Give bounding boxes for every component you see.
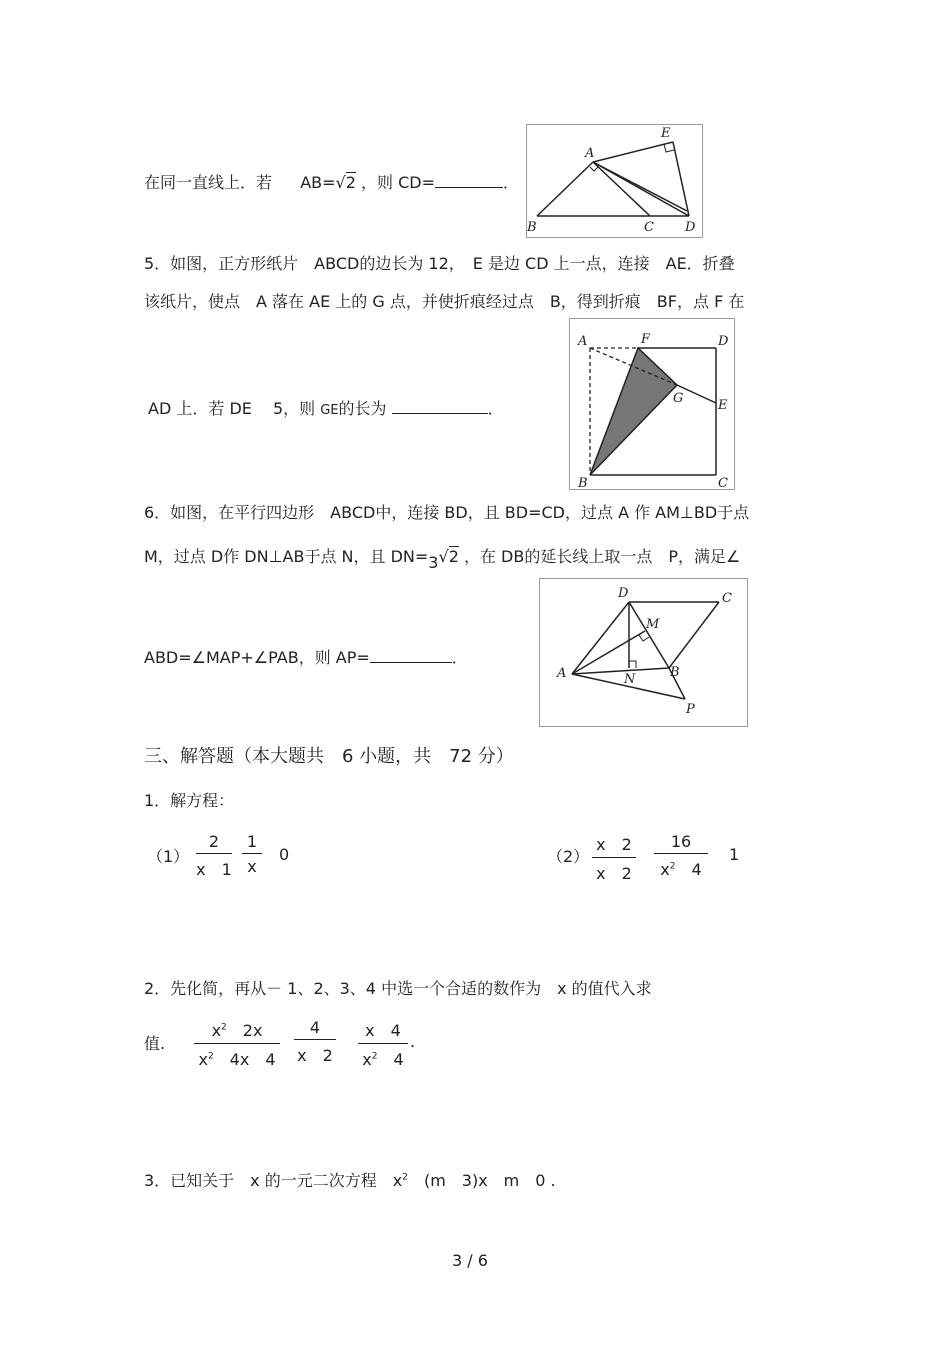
p1-part1-fraction1 [196, 832, 232, 880]
q5-line3 [148, 396, 504, 419]
p2-label: 值. [144, 1034, 166, 1053]
q6-line2 [144, 544, 741, 572]
sqrt-symbol: √2 [335, 173, 356, 192]
p1-part1-f2-num: 1 [242, 832, 262, 854]
p1-part2-label: （2） [547, 847, 590, 866]
figure-q4-svg [527, 125, 702, 237]
p2-f2-den: x 2 [297, 1046, 333, 1065]
fig3-label-a: A [557, 666, 567, 681]
p1-part2-f2-den [654, 854, 708, 880]
section3-title: 三、解答题（本大题共 6 小题，共 72 分） [144, 746, 514, 767]
fig3-label-m: M [646, 617, 660, 632]
figure-q5 [569, 318, 735, 490]
p2-f1-den-b: 4x 4 [213, 1050, 276, 1069]
figure-q5-svg [570, 319, 734, 489]
p2-f2-num: 4 [294, 1018, 336, 1040]
p2-f1-den-sup: 2 [207, 1051, 214, 1062]
p2-f3-num: x 4 [358, 1018, 408, 1044]
p2-f1-num-b: 2x [226, 1021, 263, 1040]
p2-f1-num-a: x [211, 1021, 222, 1040]
q6-root: 2 [448, 547, 459, 566]
p1-part2-f2-den-b: 4 [675, 860, 702, 879]
fig3-label-n: N [624, 672, 636, 687]
p3-pre: 3．已知关于 x 的一元二次方程 x [144, 1171, 403, 1190]
q5-line3-end: ． [487, 399, 504, 418]
p2-f1-den-a: x [198, 1050, 208, 1069]
fig1-label-c: C [644, 220, 654, 235]
q6-answer-blank[interactable] [370, 648, 452, 663]
fig3-label-d: D [618, 586, 629, 601]
p1-part2-rhs: 1 [729, 845, 740, 864]
q6-line1: 6．如图，在平行四边形 ABCD中，连接 BD，且 BD=CD，过点 A 作 AM⊥BD于点 [144, 503, 750, 522]
fig2-label-a: A [578, 334, 588, 349]
q4-tail-line [144, 170, 519, 193]
p1-part1-f1-den: x 1 [196, 860, 232, 879]
q5-answer-blank[interactable] [392, 399, 488, 414]
fig1-label-b: B [527, 220, 537, 235]
p2-fraction1 [194, 1018, 280, 1070]
fig1-label-d: D [685, 220, 696, 235]
fig2-label-d: D [718, 334, 729, 349]
q4-cd: CD= [398, 173, 436, 192]
p1-part1-rhs: 0 [279, 845, 290, 864]
page-number: 3 / 6 [452, 1251, 488, 1270]
q6-coef: 3 [428, 553, 439, 572]
q6-line2-post: ，在 DB的延长线上取一点 P，满足∠ [463, 547, 741, 566]
p1-part2-f1-num: x 2 [592, 832, 636, 858]
p2-fraction2 [294, 1018, 336, 1066]
fig2-label-f: F [641, 332, 651, 347]
q4-pre: 在同一直线上．若 [144, 173, 273, 192]
p2-end: . [410, 1032, 416, 1051]
p3-line [144, 1168, 556, 1191]
q5-line3-post: 的长为 [338, 399, 387, 418]
p2-f3-den-sup: 2 [371, 1051, 378, 1062]
p2-f3-den-a: x [362, 1050, 372, 1069]
fig1-label-a: A [585, 146, 595, 161]
figure-q6-svg [540, 579, 747, 726]
q5-ge: GE [320, 403, 339, 418]
fig2-label-c: C [718, 476, 728, 489]
q4-mid: ，则 [361, 173, 394, 192]
p2-fraction3 [358, 1018, 408, 1070]
p1-part2-f2-den-a: x [660, 860, 670, 879]
p2-f3-den [358, 1044, 408, 1070]
fig2-label-e: E [718, 398, 728, 413]
q4-root: 2 [345, 173, 356, 192]
q6-line3-pre: ABD=∠MAP+∠PAB，则 AP= [144, 648, 370, 667]
p1-part1-f1-num: 2 [196, 832, 232, 854]
figure-q4 [526, 124, 703, 238]
p1-part2-fraction1 [592, 832, 636, 884]
p2-f3-den-b: 4 [377, 1050, 404, 1069]
p1-part1-f2-den: x [247, 857, 257, 876]
p2-f1-num-sup: 2 [221, 1022, 227, 1033]
p3-post: (m 3)x m 0 . [407, 1171, 556, 1190]
p1-title: 1．解方程： [144, 791, 235, 810]
q6-line3 [144, 645, 468, 668]
q6-line3-end: ． [451, 648, 468, 667]
p1-part2-f2-den-sup: 2 [669, 861, 676, 872]
q4-answer-blank[interactable] [435, 173, 503, 188]
q5-line1: 5．如图，正方形纸片 ABCD的边长为 12， E 是边 CD 上一点，连接 AE．折叠 [144, 254, 735, 273]
fig3-label-b: B [670, 665, 680, 680]
q4-end: ． [503, 173, 520, 192]
q6-line2-pre: M，过点 D作 DN⊥AB于点 N，且 DN= [144, 547, 429, 566]
p1-part2-f1-den: x 2 [596, 864, 632, 883]
p2-f1-num [194, 1018, 280, 1044]
p1-part2-f2-num: 16 [654, 832, 708, 854]
p2-f1-den [194, 1044, 280, 1070]
fig2-label-b: B [578, 476, 588, 489]
p2-line1: 2．先化简，再从－ 1、2、3、4 中选一个合适的数作为 x 的值代入求 [144, 979, 652, 998]
p3-sup: 2 [402, 1172, 408, 1183]
q4-ab: AB= [300, 173, 336, 192]
p1-part1-fraction2 [242, 832, 262, 876]
q5-line3-pre: AD 上．若 DE 5，则 [148, 399, 316, 418]
fig3-label-p: P [686, 702, 695, 717]
p1-part1-label: （1） [147, 847, 190, 866]
sqrt-symbol-q6: √2 [438, 547, 459, 566]
p1-part2-fraction2 [654, 832, 708, 880]
figure-q6 [539, 578, 748, 727]
q5-line2: 该纸片，使点 A 落在 AE 上的 G 点，并使折痕经过点 B，得到折痕 BF，点 F 在 [144, 292, 745, 311]
fig2-label-g: G [673, 391, 684, 406]
fig1-label-e: E [661, 126, 671, 141]
fig3-label-c: C [722, 591, 732, 606]
